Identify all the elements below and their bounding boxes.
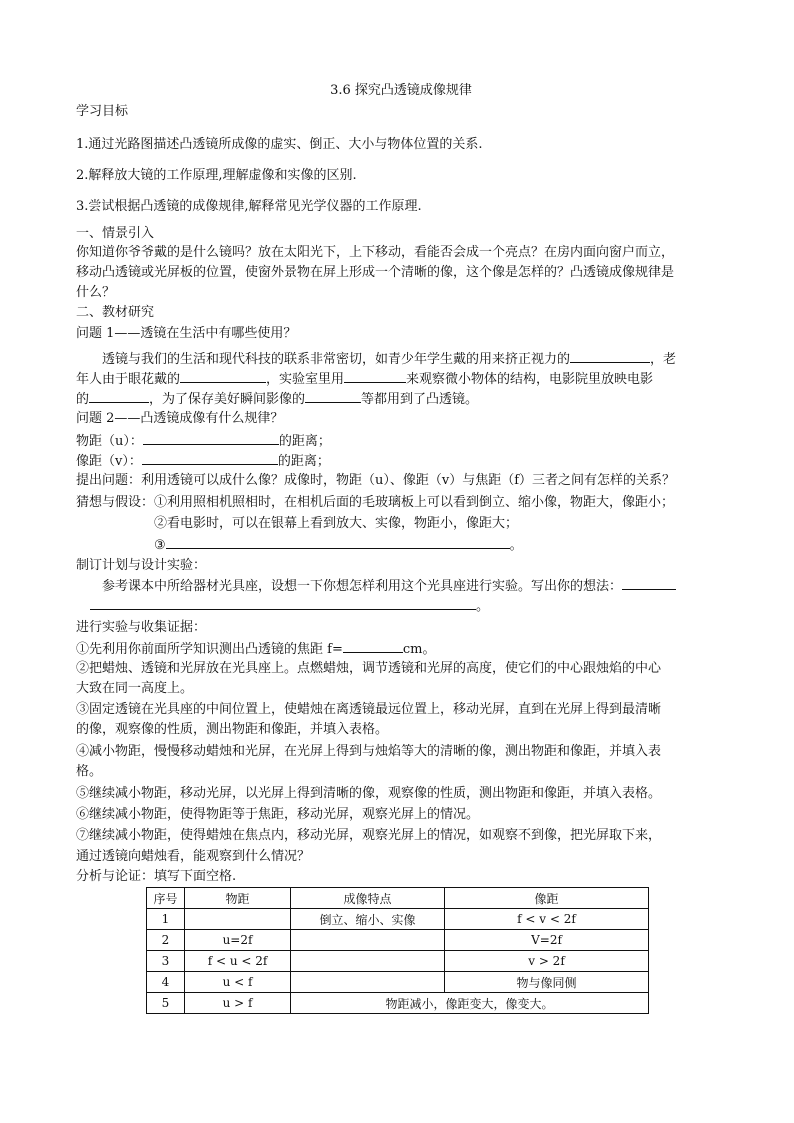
plan-text: 参考课本中所给器材光具座，设想一下你想怎样利用这个光具座进行实验。写出你的想法：: [102, 579, 623, 594]
goals-heading: 学习目标: [76, 104, 129, 119]
plan-label: 制订计划与设计实验：: [76, 558, 207, 573]
table-row: [147, 972, 649, 993]
experiment-label: 进行实验与收集证据：: [76, 620, 207, 635]
blank-microscope[interactable]: [344, 370, 406, 383]
q1-text-b: ，老: [650, 352, 677, 367]
object-distance-line: [76, 432, 331, 451]
step-2a: ②把蜡烛、透镜和光屏放在光具座上。点燃蜡烛，调节透镜和光屏的高度，使它们的中心跟烛焰的中心: [76, 661, 662, 676]
step-5: ⑤继续减小物距，移动光屏，以光屏上得到清晰的像，观察像的性质，测出物距和像距，并填入表格。: [76, 786, 662, 801]
guess-1: ①利用照相机照相时，在相机后面的毛玻璃板上可以看到倒立、缩小像，物距大，像距小；: [154, 495, 675, 510]
blank-projector[interactable]: [89, 390, 149, 403]
q1-text-g: ，为了保存美好瞬间影像的: [149, 392, 306, 407]
step-3b: 的像，观察像的性质，测出物距和像距，并填入表格。: [76, 722, 389, 737]
guess-3: ③: [154, 538, 166, 553]
blank-image-distance[interactable]: [142, 452, 278, 465]
cell-index: 5: [147, 993, 185, 1014]
step-6: ⑥继续减小物距，使得物距等于焦距，移动光屏，观察光屏上的情况。: [76, 807, 480, 822]
guess-label: 猜想与假设：: [76, 495, 155, 510]
guess-line-1: [76, 494, 674, 512]
object-distance-label: 物距（u）：: [76, 434, 143, 449]
guess-2: ②看电影时，可以在银幕上看到放大、实像，物距小，像距大；: [154, 516, 519, 531]
image-distance-label: 像距（v）：: [76, 454, 142, 469]
goal-3: 3.尝试根据凸透镜的成像规律,解释常见光学仪器的工作原理.: [76, 199, 422, 214]
blank-camera[interactable]: [305, 390, 361, 403]
cell-object-distance: f < u < 2f: [185, 951, 291, 972]
cell-image-features-blank[interactable]: [291, 972, 445, 993]
cell-object-distance: u > f: [185, 993, 291, 1014]
question-1: 问题 1——透镜在生活中有哪些使用？: [76, 326, 297, 341]
cell-index: 2: [147, 930, 185, 951]
plan-line-2: [90, 597, 489, 616]
intro-line-3: 什么？: [76, 285, 116, 300]
step-7b: 通过透镜向蜡烛看，能观察到什么情况？: [76, 849, 311, 864]
step-4b: 格。: [76, 764, 103, 779]
table-row: [147, 930, 649, 951]
q1-text-d: ，实验室里用: [266, 372, 345, 387]
cell-image-distance: 物与像同侧: [445, 972, 649, 993]
header-object-distance: 物距: [185, 888, 291, 909]
q1-text-h: 等都用到了凸透镜。: [361, 392, 479, 407]
cell-image-features-blank[interactable]: [291, 930, 445, 951]
guess-3-tail: 。: [509, 538, 523, 553]
cell-image-features-blank[interactable]: [291, 951, 445, 972]
blank-object-distance[interactable]: [143, 432, 279, 445]
object-distance-tail: 的距离；: [278, 434, 331, 449]
raise-question: 提出问题：利用透镜可以成什么像？成像时，物距（u）、像距（v）与焦距（f）三者之间有怎样的关系？: [76, 473, 676, 488]
q1-para-line-1: [102, 350, 676, 369]
analysis-label: 分析与论证：填写下面空格.: [76, 869, 237, 884]
cell-object-distance-blank[interactable]: [185, 909, 291, 930]
table-row: [147, 951, 649, 972]
q1-para-line-3: [76, 390, 478, 409]
step-4a: ④减小物距，慢慢移动蜡烛和光屏，在光屏上得到与烛焰等大的清晰的像，测出物距和像距，并填入表: [76, 744, 662, 759]
step-3a: ③固定透镜在光具座的中间位置上，使蜡烛在离透镜最远位置上，移动光屏，直到在光屏上得到最清晰: [76, 702, 662, 717]
goal-1: 1.通过光路图描述凸透镜所成像的虚实、倒正、大小与物体位置的关系.: [76, 137, 483, 152]
blank-plan-b[interactable]: [90, 597, 476, 610]
table-header-row: [147, 888, 649, 909]
blank-reading-glasses[interactable]: [180, 370, 266, 383]
goal-2: 2.解释放大镜的工作原理,理解虚像和实像的区别.: [76, 168, 357, 183]
header-image-distance: 像距: [445, 888, 649, 909]
cell-image-distance: V=2f: [445, 930, 649, 951]
q1-text-a: 透镜与我们的生活和现代科技的联系非常密切，如青少年学生戴的用来挤正视力的: [102, 352, 571, 367]
q1-text-e: 来观察微小物体的结构，电影院里放映电影: [406, 372, 654, 387]
image-distance-line: [76, 452, 330, 471]
section-heading-intro: 一、情景引入: [76, 226, 155, 241]
q1-text-c: 年人由于眼花戴的: [76, 372, 181, 387]
cell-index: 4: [147, 972, 185, 993]
cell-object-distance: u < f: [185, 972, 291, 993]
plan-line-1: [102, 577, 676, 596]
guess-line-3: [154, 536, 523, 555]
blank-focal-length[interactable]: [343, 640, 403, 653]
blank-guess-3[interactable]: [166, 536, 510, 549]
intro-line-1: 你知道你爷爷戴的是什么镜吗？放在太阳光下，上下移动，看能否会成一个亮点？在房内面向窗户而立，: [76, 245, 675, 260]
page-title: 3.6 探究凸透镜成像规律: [330, 83, 472, 98]
step-7a: ⑦继续减小物距，使得蜡烛在焦点内，移动光屏，观察光屏上的情况，如观察不到像，把光屏取下来，: [76, 828, 662, 843]
cell-image-distance: f < v < 2f: [445, 909, 649, 930]
cell-object-distance: u=2f: [185, 930, 291, 951]
cell-image-distance: v > 2f: [445, 951, 649, 972]
table-row: [147, 993, 649, 1014]
step-1-unit: cm。: [402, 642, 436, 657]
cell-image-features: 倒立、缩小、实像: [291, 909, 445, 930]
image-distance-tail: 的距离；: [277, 454, 330, 469]
table-row: [147, 909, 649, 930]
cell-index: 3: [147, 951, 185, 972]
section-heading-study: 二、教材研究: [76, 305, 155, 320]
blank-myopia-lens[interactable]: [570, 350, 650, 363]
step-2b: 大致在同一高度上。: [76, 681, 194, 696]
step-1-text: ①先利用你前面所学知识测出凸透镜的焦距 f=: [76, 642, 343, 657]
cell-summary: 物距减小，像距变大，像变大。: [291, 993, 649, 1014]
imaging-rules-table: [146, 887, 649, 1014]
header-index: 序号: [147, 888, 185, 909]
header-image-features: 成像特点: [291, 888, 445, 909]
intro-line-2: 移动凸透镜或光屏板的位置，使窗外景物在屏上形成一个清晰的像，这个像是怎样的？凸透镜成像规律是: [76, 265, 675, 280]
plan-tail: 。: [476, 599, 490, 614]
blank-plan-a[interactable]: [622, 577, 676, 590]
step-1: [76, 640, 435, 659]
q1-text-f: 的: [76, 392, 90, 407]
cell-index: 1: [147, 909, 185, 930]
question-2: 问题 2——凸透镜成像有什么规律？: [76, 411, 284, 426]
q1-para-line-2: [76, 370, 653, 389]
